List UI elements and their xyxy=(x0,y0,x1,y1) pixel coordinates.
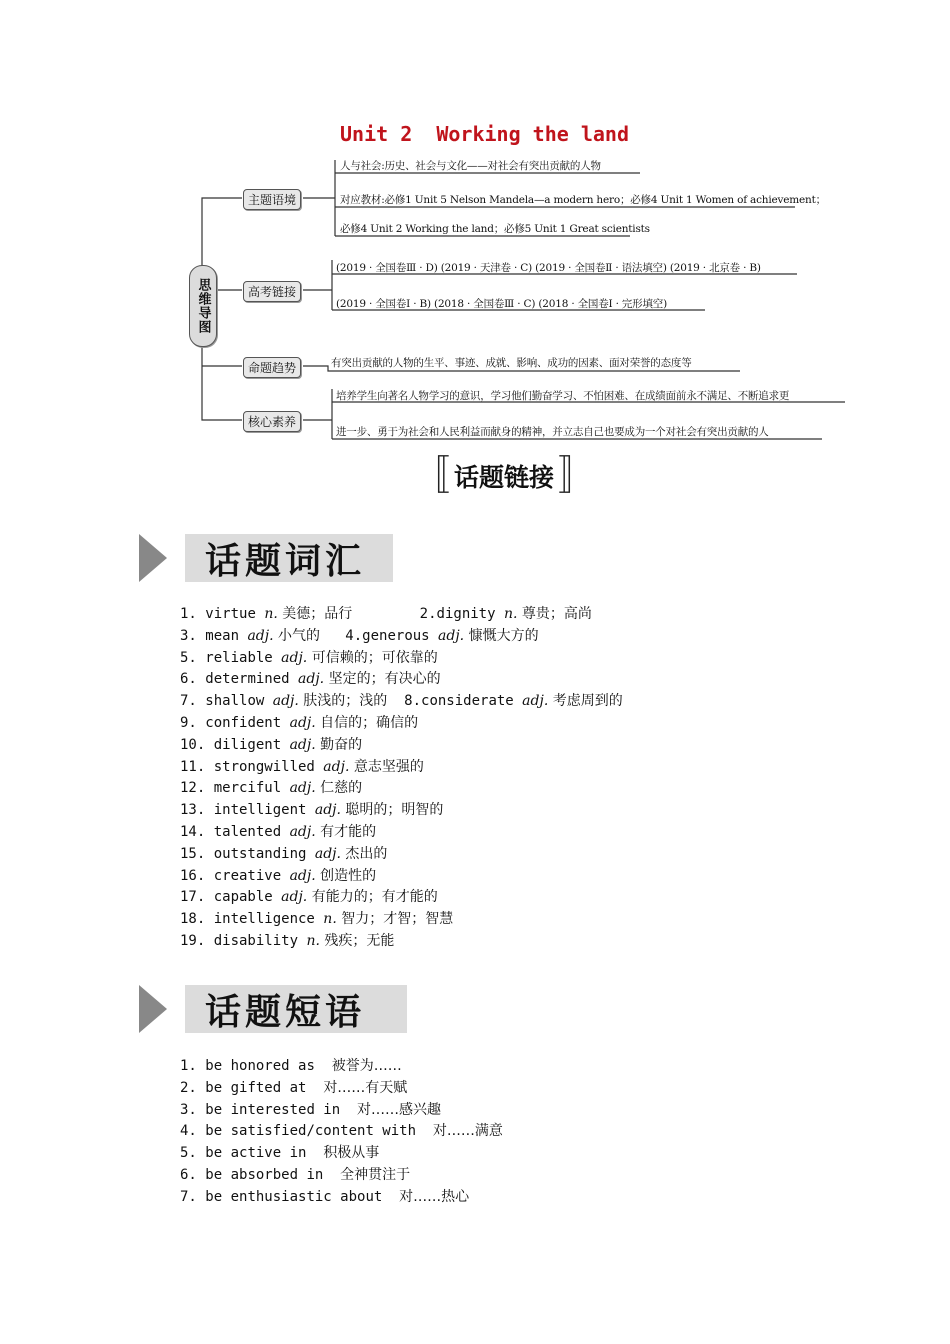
leaf-exam-2: (2019 · 全国卷Ⅰ · B) (2018 · 全国卷Ⅲ · C) (2018 · 全国卷Ⅰ · 完形填空) xyxy=(336,298,667,310)
vocab-word: merciful xyxy=(213,780,290,797)
vocab-number: 17. xyxy=(180,889,214,906)
topic-link-header xyxy=(410,453,599,499)
vocab-meaning: 聪明的；明智的 xyxy=(340,802,444,819)
chevron-right-icon xyxy=(139,534,167,582)
phrase-number: 1. xyxy=(180,1058,206,1074)
vocab-word: mean xyxy=(205,627,248,644)
vocab-number: 7. xyxy=(180,693,206,710)
vocab-number: 18. xyxy=(180,911,214,928)
vocab-pos: adj. xyxy=(272,693,299,710)
vocab-row xyxy=(180,757,623,779)
phrase-chinese: 积极从事 xyxy=(323,1145,380,1162)
leaf-theme-3: 必修4 Unit 2 Working the land；必修5 Unit 1 Great scientists xyxy=(340,223,650,235)
vocab-meaning: 勤奋的 xyxy=(315,736,363,753)
leaf-theme-1: 人与社会:历史、社会与文化——对社会有突出贡献的人物 xyxy=(340,160,601,172)
vocab-number: 1. xyxy=(180,606,206,622)
phrases-heading: 话题短语 xyxy=(185,985,407,1033)
vocab-number: 8. xyxy=(387,693,422,710)
phrase-row xyxy=(180,1165,503,1187)
leaf-core-1: 培养学生向著名人物学习的意识，学习他们勤奋学习、不怕困难、在成绩面前永不满足、不断追求更 xyxy=(336,390,790,402)
unit-title: Unit 2 Working the land xyxy=(340,122,629,146)
bracket-right-icon: 〛 xyxy=(558,453,599,499)
vocab-word: disability xyxy=(213,932,307,949)
vocab-number: 16. xyxy=(180,867,214,884)
vocab-word: generous xyxy=(362,627,439,644)
phrase-number: 4. xyxy=(180,1123,206,1140)
vocab-row xyxy=(180,844,623,866)
vocab-banner xyxy=(139,534,393,582)
vocab-pos: adj. xyxy=(289,823,316,840)
vocab-word: capable xyxy=(213,889,282,906)
vocab-number: 14. xyxy=(180,823,214,840)
vocab-row xyxy=(180,604,623,626)
phrase-row xyxy=(180,1121,503,1143)
vocab-meaning: 创造性的 xyxy=(315,867,377,884)
vocab-meaning: 考虑周到的 xyxy=(548,693,623,710)
vocab-row xyxy=(180,691,623,713)
vocab-number: 6. xyxy=(180,671,206,688)
vocab-number: 9. xyxy=(180,714,206,731)
vocab-pos: adj. xyxy=(323,758,350,775)
phrase-chinese: 对……感兴趣 xyxy=(357,1101,442,1118)
vocab-meaning: 小气的 xyxy=(273,627,321,644)
vocab-word: shallow xyxy=(205,693,273,710)
vocab-word: determined xyxy=(205,671,299,688)
phrase-row xyxy=(180,1143,503,1165)
phrase-english: be interested in xyxy=(205,1101,358,1118)
phrases-banner xyxy=(139,985,407,1033)
vocab-meaning: 有能力的；有才能的 xyxy=(307,889,438,906)
phrase-number: 7. xyxy=(180,1188,206,1205)
vocab-word: talented xyxy=(213,823,290,840)
vocab-number: 15. xyxy=(180,845,214,862)
vocab-number: 4. xyxy=(320,627,363,644)
vocab-row xyxy=(180,931,623,953)
leaf-trend-1: 有突出贡献的人物的生平、事迹、成就、影响、成功的因素、面对荣誉的态度等 xyxy=(331,357,692,369)
vocab-pos: adj. xyxy=(522,693,549,710)
vocab-heading: 话题词汇 xyxy=(185,534,393,582)
vocab-number: 3. xyxy=(180,627,206,644)
branch-exam-links: 高考链接 xyxy=(243,281,301,302)
vocab-meaning: 杰出的 xyxy=(340,845,388,862)
phrase-chinese: 对……有天赋 xyxy=(323,1079,408,1096)
vocab-word: diligent xyxy=(213,736,290,753)
phrase-chinese: 对……满意 xyxy=(432,1123,503,1140)
vocab-pos: n. xyxy=(264,606,278,622)
vocab-meaning: 有才能的 xyxy=(315,823,377,840)
leaf-exam-1: (2019 · 全国卷Ⅲ · D) (2019 · 天津卷 · C) (2019 · 全国卷Ⅱ · 语法填空) (2019 · 北京卷 · B) xyxy=(336,262,761,274)
vocab-meaning: 智力；才智；智慧 xyxy=(336,911,454,928)
vocab-word: virtue xyxy=(205,606,265,622)
vocab-word: intelligence xyxy=(213,911,324,928)
branch-trends: 命题趋势 xyxy=(243,357,301,378)
phrase-chinese: 被誉为…… xyxy=(331,1058,402,1074)
vocab-number: 12. xyxy=(180,780,214,797)
vocab-pos: adj. xyxy=(314,845,341,862)
vocab-row xyxy=(180,626,623,648)
vocab-meaning: 美德；品行 xyxy=(277,606,353,622)
phrase-english: be active in xyxy=(205,1145,324,1162)
vocab-meaning: 坚定的；有决心的 xyxy=(324,671,441,688)
vocab-pos: adj. xyxy=(289,714,316,731)
vocab-pos: adj. xyxy=(281,649,308,666)
vocab-pos: adj. xyxy=(281,889,308,906)
vocab-word: strongwilled xyxy=(213,758,324,775)
vocab-row xyxy=(180,800,623,822)
vocab-row xyxy=(180,778,623,800)
vocab-pos: adj. xyxy=(289,867,316,884)
vocab-number: 19. xyxy=(180,932,214,949)
phrase-number: 6. xyxy=(180,1166,206,1183)
bracket-left-icon: 〚 xyxy=(410,453,450,499)
vocab-word: creative xyxy=(213,867,290,884)
phrase-english: be honored as xyxy=(205,1058,332,1074)
phrase-number: 2. xyxy=(180,1079,206,1096)
topic-link-label: 话题链接 xyxy=(454,463,555,492)
leaf-theme-2: 对应教材:必修1 Unit 5 Nelson Mandela—a modern hero；必修4 Unit 1 Women of achievement； xyxy=(340,194,826,206)
vocab-meaning: 仁慈的 xyxy=(315,780,363,797)
phrase-row xyxy=(180,1078,503,1100)
vocab-number: 13. xyxy=(180,802,214,819)
vocab-pos: adj. xyxy=(298,671,325,688)
vocab-row xyxy=(180,669,623,691)
vocab-meaning: 自信的；确信的 xyxy=(315,714,419,731)
vocab-word: intelligent xyxy=(213,802,315,819)
phrase-row xyxy=(180,1100,503,1122)
vocab-row xyxy=(180,866,623,888)
phrase-row xyxy=(180,1056,503,1078)
mindmap-root: 思维导图 xyxy=(189,265,217,347)
branch-theme-context: 主题语境 xyxy=(243,189,301,210)
phrase-english: be enthusiastic about xyxy=(205,1188,400,1205)
vocab-meaning: 可信赖的；可依靠的 xyxy=(307,649,438,666)
vocab-meaning: 残疾；无能 xyxy=(319,932,395,949)
vocab-row xyxy=(180,822,623,844)
phrase-list xyxy=(180,1056,503,1209)
vocab-row xyxy=(180,713,623,735)
vocab-word: considerate xyxy=(421,693,523,710)
vocab-meaning: 尊贵；高尚 xyxy=(517,606,592,622)
phrase-number: 3. xyxy=(180,1101,206,1118)
vocab-pos: n. xyxy=(323,911,337,928)
vocab-number: 2. xyxy=(352,606,437,622)
vocab-word: reliable xyxy=(205,649,282,666)
vocab-row xyxy=(180,887,623,909)
branch-core-literacy: 核心素养 xyxy=(243,411,301,432)
phrase-row xyxy=(180,1187,503,1209)
vocab-pos: adj. xyxy=(289,736,316,753)
vocab-word: confident xyxy=(205,714,290,731)
vocab-number: 5. xyxy=(180,649,206,666)
vocab-number: 10. xyxy=(180,736,214,753)
vocab-pos: adj. xyxy=(289,780,316,797)
vocab-meaning: 慷慨大方的 xyxy=(464,627,539,644)
vocab-row xyxy=(180,735,623,757)
vocab-word: outstanding xyxy=(213,845,315,862)
phrase-english: be gifted at xyxy=(205,1079,324,1096)
phrase-english: be absorbed in xyxy=(205,1166,341,1183)
phrase-english: be satisfied/content with xyxy=(205,1123,433,1140)
vocab-list xyxy=(180,604,623,953)
vocab-pos: adj. xyxy=(247,627,274,644)
vocab-pos: adj. xyxy=(314,802,341,819)
vocab-meaning: 意志坚强的 xyxy=(349,758,424,775)
vocab-row xyxy=(180,648,623,670)
vocab-pos: adj. xyxy=(438,627,465,644)
phrase-chinese: 全神贯注于 xyxy=(340,1166,411,1183)
vocab-row xyxy=(180,909,623,931)
phrase-chinese: 对……热心 xyxy=(399,1188,470,1205)
vocab-meaning: 肤浅的；浅的 xyxy=(298,693,388,710)
phrase-number: 5. xyxy=(180,1145,206,1162)
vocab-pos: n. xyxy=(306,932,320,949)
leaf-core-2: 进一步、勇于为社会和人民利益而献身的精神，并立志自己也要成为一个对社会有突出贡献的人 xyxy=(336,426,769,438)
chevron-right-icon xyxy=(139,985,167,1033)
vocab-word: dignity xyxy=(436,606,504,622)
vocab-number: 11. xyxy=(180,758,214,775)
vocab-pos: n. xyxy=(503,606,518,622)
